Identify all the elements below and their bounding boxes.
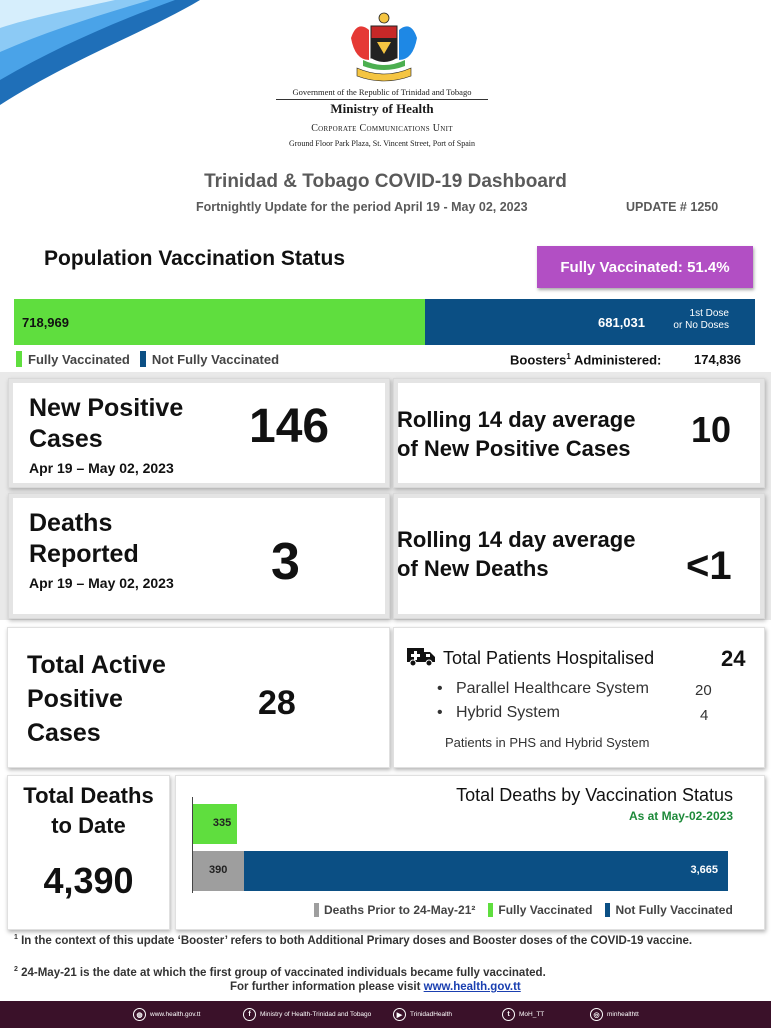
- hospital-note: Patients in PHS and Hybrid System: [445, 735, 650, 750]
- active-label-line3: Cases: [27, 719, 101, 747]
- youtube-icon: ▶: [393, 1008, 406, 1021]
- footer-item-twitter[interactable]: [502, 1008, 544, 1021]
- bar-not-fully-label: 3,665: [690, 864, 718, 876]
- deaths-chart-card: [175, 775, 765, 930]
- fully-vaccinated-badge: Fully Vaccinated: 51.4%: [537, 246, 753, 288]
- footer-item-facebook[interactable]: [243, 1008, 371, 1021]
- footer-website-label: www.health.gov.tt: [150, 1011, 201, 1018]
- deaths-period: Apr 19 – May 02, 2023: [29, 575, 174, 591]
- total-deaths-label: [8, 781, 169, 841]
- total-deaths-label-line1: Total Deaths: [23, 783, 154, 808]
- hospital-item-phs: • Parallel Healthcare System: [437, 680, 649, 697]
- new-cases-card: [8, 378, 390, 488]
- new-cases-label: [29, 393, 183, 455]
- bar-prior-label: 390: [209, 864, 228, 876]
- deaths-label-line2: Reported: [29, 540, 139, 568]
- not-fully-legend-label: Not Fully Vaccinated: [151, 351, 280, 367]
- footer-item-website[interactable]: [133, 1008, 200, 1021]
- rolling-deaths-label: [397, 525, 635, 583]
- rolling-cases-label-line1: Rolling 14 day average: [397, 407, 636, 432]
- footnote-1-marker: 1: [14, 934, 18, 941]
- footnote-2-marker: 2: [14, 966, 18, 973]
- footnote-2-text: 24-May-21 is the date at which the first group of vaccinated individuals became fully vaccinated.: [17, 966, 546, 979]
- hospital-item-hybrid: • Hybrid System: [437, 704, 560, 721]
- legend-label-prior: Deaths Prior to 24-May-21²: [324, 903, 476, 917]
- health-website-link[interactable]: www.health.gov.tt: [423, 981, 521, 993]
- rolling-cases-label-line2: of New Positive Cases: [397, 436, 631, 461]
- vaccination-section-title: Population Vaccination Status: [44, 247, 346, 270]
- boosters-label-text: Boosters: [510, 352, 567, 368]
- update-number: UPDATE # 1250: [626, 200, 719, 214]
- bar-deaths-prior: [193, 851, 244, 891]
- instagram-icon: ◎: [590, 1008, 603, 1021]
- boosters-footnote-marker: 1: [566, 352, 571, 361]
- rolling-deaths-label-line1: Rolling 14 day average: [397, 527, 636, 552]
- phs-label: Parallel Healthcare System: [455, 680, 649, 697]
- not-fully-note-line1: 1st Dose: [689, 308, 729, 319]
- coat-of-arms-logo: [343, 8, 425, 86]
- fully-legend-label: Fully Vaccinated: [28, 351, 130, 367]
- hospitalised-card: [393, 627, 765, 768]
- footer-bar: [0, 1001, 771, 1028]
- legend-label-not-fully: Not Fully Vaccinated: [615, 903, 733, 917]
- new-cases-label-line1: New Positive: [29, 394, 184, 422]
- not-fully-note: [673, 308, 729, 332]
- footnote-1-text: In the context of this update ‘Booster’ refers to both Additional Primary doses and Booster doses of the COVID-19 vaccine.: [17, 934, 693, 947]
- fully-legend-swatch: [16, 351, 22, 367]
- total-deaths-value: 4,390: [43, 860, 134, 901]
- active-cases-label: [27, 648, 166, 750]
- footer-twitter-label: MoH_TT: [519, 1011, 545, 1018]
- total-deaths-card: [7, 775, 170, 930]
- hybrid-label: Hybrid System: [455, 704, 560, 721]
- not-fully-legend-swatch: [140, 351, 146, 367]
- chart-legend: [314, 903, 733, 917]
- rolling-deaths-value: <1: [686, 544, 732, 588]
- twitter-icon: t: [502, 1008, 515, 1021]
- rolling-deaths-card: [393, 493, 765, 619]
- header-swoosh-graphic: [0, 0, 200, 110]
- not-fully-vaccinated-count: 681,031: [598, 315, 645, 330]
- globe-icon: ◍: [133, 1008, 146, 1021]
- info-prefix: For further information please visit: [230, 981, 424, 993]
- rolling-deaths-label-line2: of New Deaths: [397, 556, 549, 581]
- footer-item-youtube[interactable]: [393, 1008, 452, 1021]
- not-fully-vaccinated-segment: [425, 299, 755, 345]
- bar-not-fully-vaccinated: [244, 851, 728, 891]
- footnote-1: [14, 934, 692, 947]
- deaths-label-line1: Deaths: [29, 509, 113, 537]
- total-deaths-label-line2: to Date: [51, 813, 126, 838]
- legend-label-fully: Fully Vaccinated: [498, 903, 593, 917]
- footer-item-instagram[interactable]: [590, 1008, 639, 1021]
- bar-fully-vaccinated: [193, 804, 237, 844]
- footer-instagram-label: minhealthtt: [607, 1011, 639, 1018]
- deaths-value: 3: [271, 533, 300, 591]
- deaths-label: [29, 508, 139, 570]
- government-line: Government of the Republic of Trinidad and Tobago: [276, 87, 488, 100]
- not-fully-note-line2: or No Doses: [673, 320, 729, 331]
- rolling-cases-card: [393, 378, 765, 488]
- phs-value: 20: [695, 682, 712, 699]
- footer-youtube-label: TrinidadHealth: [410, 1011, 453, 1018]
- active-cases-card: [7, 627, 390, 768]
- vaccination-legend: [16, 351, 279, 367]
- active-cases-value: 28: [258, 684, 296, 722]
- hospitalised-total: 24: [721, 646, 746, 671]
- hospitalised-title: Total Patients Hospitalised: [443, 648, 655, 668]
- boosters-value: 174,836: [694, 352, 741, 367]
- hybrid-value: 4: [700, 707, 709, 724]
- address-line: Ground Floor Park Plaza, St. Vincent Street, Port of Spain: [288, 139, 476, 148]
- rolling-cases-value: 10: [691, 409, 732, 450]
- legend-swatch-fully: [488, 903, 493, 917]
- chart-subtitle: As at May-02-2023: [628, 809, 733, 823]
- ambulance-icon: [406, 645, 436, 667]
- bar-fully-label: 335: [212, 817, 232, 829]
- ministry-name: Ministry of Health: [330, 101, 434, 116]
- boosters-label-suffix: Administered:: [570, 352, 662, 368]
- page-title: Trinidad & Tobago COVID-19 Dashboard: [204, 171, 567, 192]
- deaths-card: [8, 493, 390, 619]
- fully-vaccinated-count: 718,969: [22, 315, 69, 330]
- new-cases-value: 146: [249, 400, 330, 453]
- boosters-label: [510, 352, 661, 367]
- active-label-line1: Total Active: [27, 651, 166, 679]
- active-label-line2: Positive: [27, 685, 123, 713]
- facebook-icon: f: [243, 1008, 256, 1021]
- unit-name: Corporate Communications Unit: [311, 123, 453, 134]
- info-line: [230, 981, 521, 993]
- vaccination-status-bar: [14, 299, 755, 345]
- footer-facebook-label: Ministry of Health-Trinidad and Tobago: [260, 1011, 372, 1018]
- period-subtitle: Fortnightly Update for the period April 19 - May 02, 2023: [196, 200, 528, 214]
- legend-swatch-not-fully: [605, 903, 610, 917]
- rolling-cases-label: [397, 405, 635, 463]
- chart-title: Total Deaths by Vaccination Status: [456, 785, 733, 805]
- legend-swatch-prior: [314, 903, 319, 917]
- fully-vaccinated-segment: [14, 299, 425, 345]
- new-cases-period: Apr 19 – May 02, 2023: [29, 460, 174, 476]
- footnote-2: [14, 966, 546, 979]
- new-cases-label-line2: Cases: [29, 425, 103, 453]
